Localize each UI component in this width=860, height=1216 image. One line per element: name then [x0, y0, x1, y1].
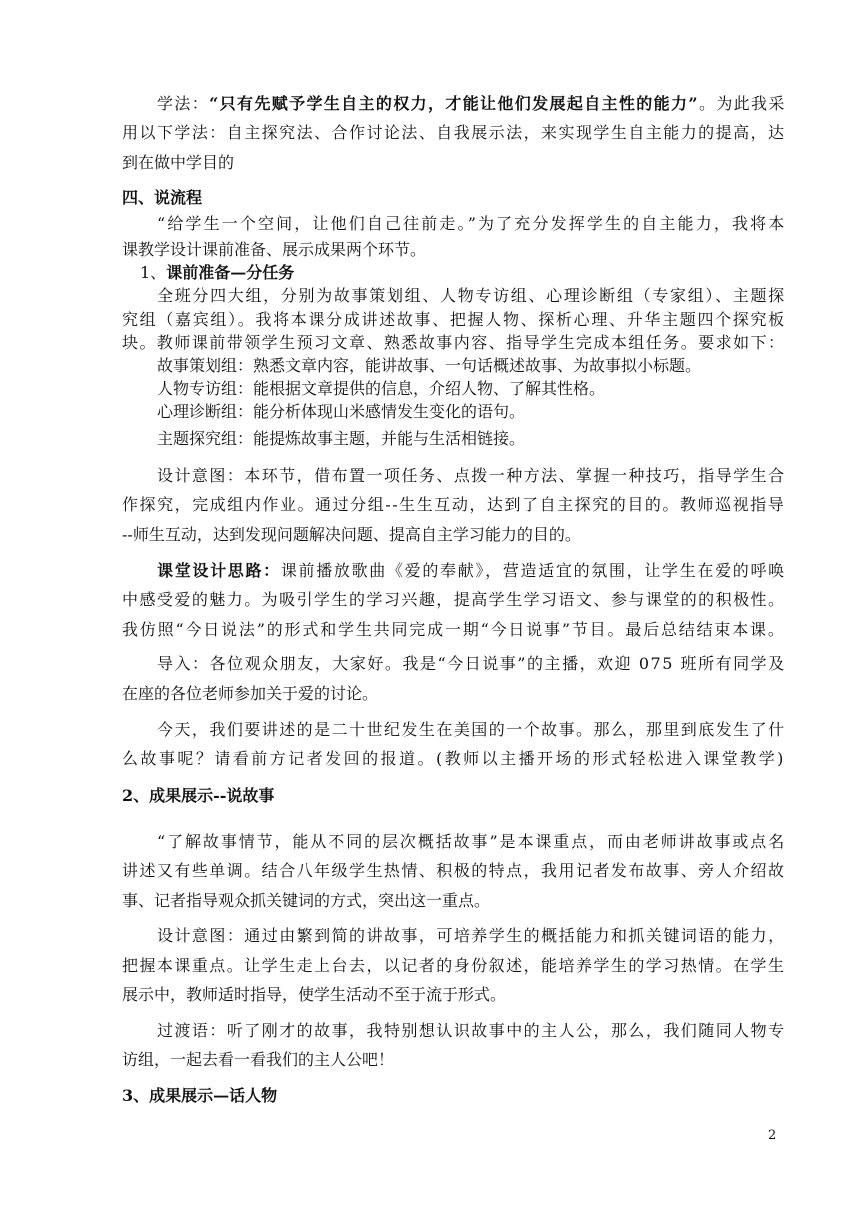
text-line — [140, 262, 294, 284]
text-run: 块。教师课前带领学生预习文章、熟悉故事内容、指导学生完成本组任务。要求如下： — [122, 333, 786, 352]
text-run: 过渡语：听了刚才的故事，我特别想认识故事中的主人公，那么，我们随同人物专 — [157, 1021, 786, 1040]
bold-text-run: “只有先赋予学生自主的权力，才能让他们发展起自主性的能力” — [209, 94, 699, 113]
text-run: 用以下学法：自主探究法、合作讨论法、自我展示法，来实现学生自主能力的提高，达 — [122, 123, 786, 142]
text-run: 今天，我们要讲述的是二十世纪发生在美国的一个故事。那么，那里到底发生了什 — [157, 720, 786, 739]
text-line — [122, 748, 786, 770]
text-run: 设计意图：本环节，借布置一项任务、点拨一种方法、掌握一种技巧，指导学生合 — [157, 466, 786, 485]
text-run: 展示中，教师适时指导，使学生活动不至于流于形式。 — [122, 985, 507, 1004]
text-run: 在座的各位老师参加关于爱的讨论。 — [122, 684, 379, 703]
text-line — [157, 560, 786, 582]
text-run: 导入：各位观众朋友，大家好。我是“今日说事”的主播，欢迎 075 班所有同学及 — [157, 654, 786, 673]
text-line — [122, 1049, 394, 1071]
text-line — [157, 925, 786, 947]
text-run: 课教学设计课前准备、展示成果两个环节。 — [122, 240, 427, 259]
text-line — [157, 285, 786, 307]
text-line — [122, 187, 202, 209]
text-run: 访组，一起去看一看我们的主人公吧！ — [122, 1050, 395, 1069]
text-run: 究组（嘉宾组）。我将本课分成讲述故事、把握人物、探析心理、升华主题四个探究板 — [122, 310, 786, 329]
text-run: 。为此我采 — [698, 94, 786, 113]
text-line — [122, 984, 506, 1006]
bold-text-run: 2、成果展示--说故事 — [122, 786, 275, 805]
text-line — [122, 524, 581, 546]
text-run: 主题探究组：能提炼故事主题，并能与生活相链接。 — [157, 429, 526, 448]
text-line — [122, 860, 785, 882]
text-run: 设计意图：通过由繁到简的讲故事，可培养学生的概括能力和抓关键词语的能力， — [157, 926, 786, 945]
text-line — [122, 589, 785, 611]
bold-text-run: 课堂设计思路： — [157, 561, 281, 580]
text-line — [157, 831, 786, 853]
text-line — [122, 955, 785, 977]
text-line — [122, 1085, 277, 1107]
text-line — [157, 93, 786, 115]
text-run: 作探究，完成组内作业。通过分组--生生互动，达到了自主探究的目的。教师巡视指导 — [122, 495, 786, 514]
text-line — [157, 653, 786, 675]
text-line — [157, 355, 701, 377]
text-line — [122, 494, 785, 516]
text-line — [157, 719, 786, 741]
text-line — [122, 122, 785, 144]
page-number: 2 — [768, 1128, 777, 1143]
text-run: --师生互动，达到发现问题解决问题、提高自主学习能力的目的。 — [122, 525, 581, 544]
text-line — [122, 785, 274, 807]
text-run: 课前播放歌曲《爱的奉献》，营造适宜的氛围，让学生在爱的呼唤 — [280, 561, 786, 580]
text-line — [157, 378, 605, 400]
text-run: 学法： — [157, 94, 210, 113]
text-run: 全班分四大组，分别为故事策划组、人物专访组、心理诊断组（专家组）、主题探 — [157, 286, 786, 305]
text-line — [122, 309, 786, 331]
bold-text-run: 3、成果展示—话人物 — [122, 1086, 278, 1105]
text-run: “给学生一个空间，让他们自己往前走。”为了充分发挥学生的自主能力，我将本 — [157, 214, 787, 233]
text-run: 么故事呢？请看前方记者发回的报道。(教师以主播开场的形式轻松进入课堂教学) — [122, 749, 786, 768]
text-run: 到在做中学目的 — [122, 153, 235, 172]
text-line — [157, 428, 525, 450]
text-line — [157, 401, 525, 423]
text-run: 我仿照“今日说法”的形式和学生共同完成一期“今日说事”节目。最后总结结束本课。 — [122, 620, 786, 639]
text-line — [122, 239, 426, 261]
text-line — [122, 683, 378, 705]
text-line — [157, 213, 786, 235]
text-run: “了解故事情节，能从不同的层次概括故事”是本课重点，而由老师讲故事或点名 — [157, 832, 787, 851]
text-run: 把握本课重点。让学生走上台去，以记者的身份叙述，能培养学生的学习热情。在学生 — [122, 956, 786, 975]
bold-text-run: 四、说流程 — [122, 188, 203, 207]
text-run: 人物专访组：能根据文章提供的信息，介绍人物、了解其性格。 — [157, 379, 606, 398]
text-line — [157, 1020, 786, 1042]
text-run: 事、记者指导观众抓关键词的方式，突出这一重点。 — [122, 891, 491, 910]
text-line — [122, 619, 786, 641]
text-line — [122, 152, 234, 174]
text-run: 心理诊断组：能分析体现山米感情发生变化的语句。 — [157, 402, 526, 421]
bold-text-run: 课前准备—分任务 — [166, 263, 295, 282]
text-line — [157, 465, 786, 487]
text-run: 中感受爱的魅力。为吸引学生的学习兴趣，提高学生学习语文、参与课堂的的积极性。 — [122, 590, 786, 609]
text-line — [122, 332, 785, 354]
text-line — [122, 890, 490, 912]
text-run: 讲述又有些单调。结合八年级学生热情、积极的特点，我用记者发布故事、旁人介绍故 — [122, 861, 786, 880]
text-run: 故事策划组：熟悉文章内容，能讲故事、一句话概述故事、为故事拟小标题。 — [157, 356, 702, 375]
text-run: 1、 — [140, 263, 167, 282]
